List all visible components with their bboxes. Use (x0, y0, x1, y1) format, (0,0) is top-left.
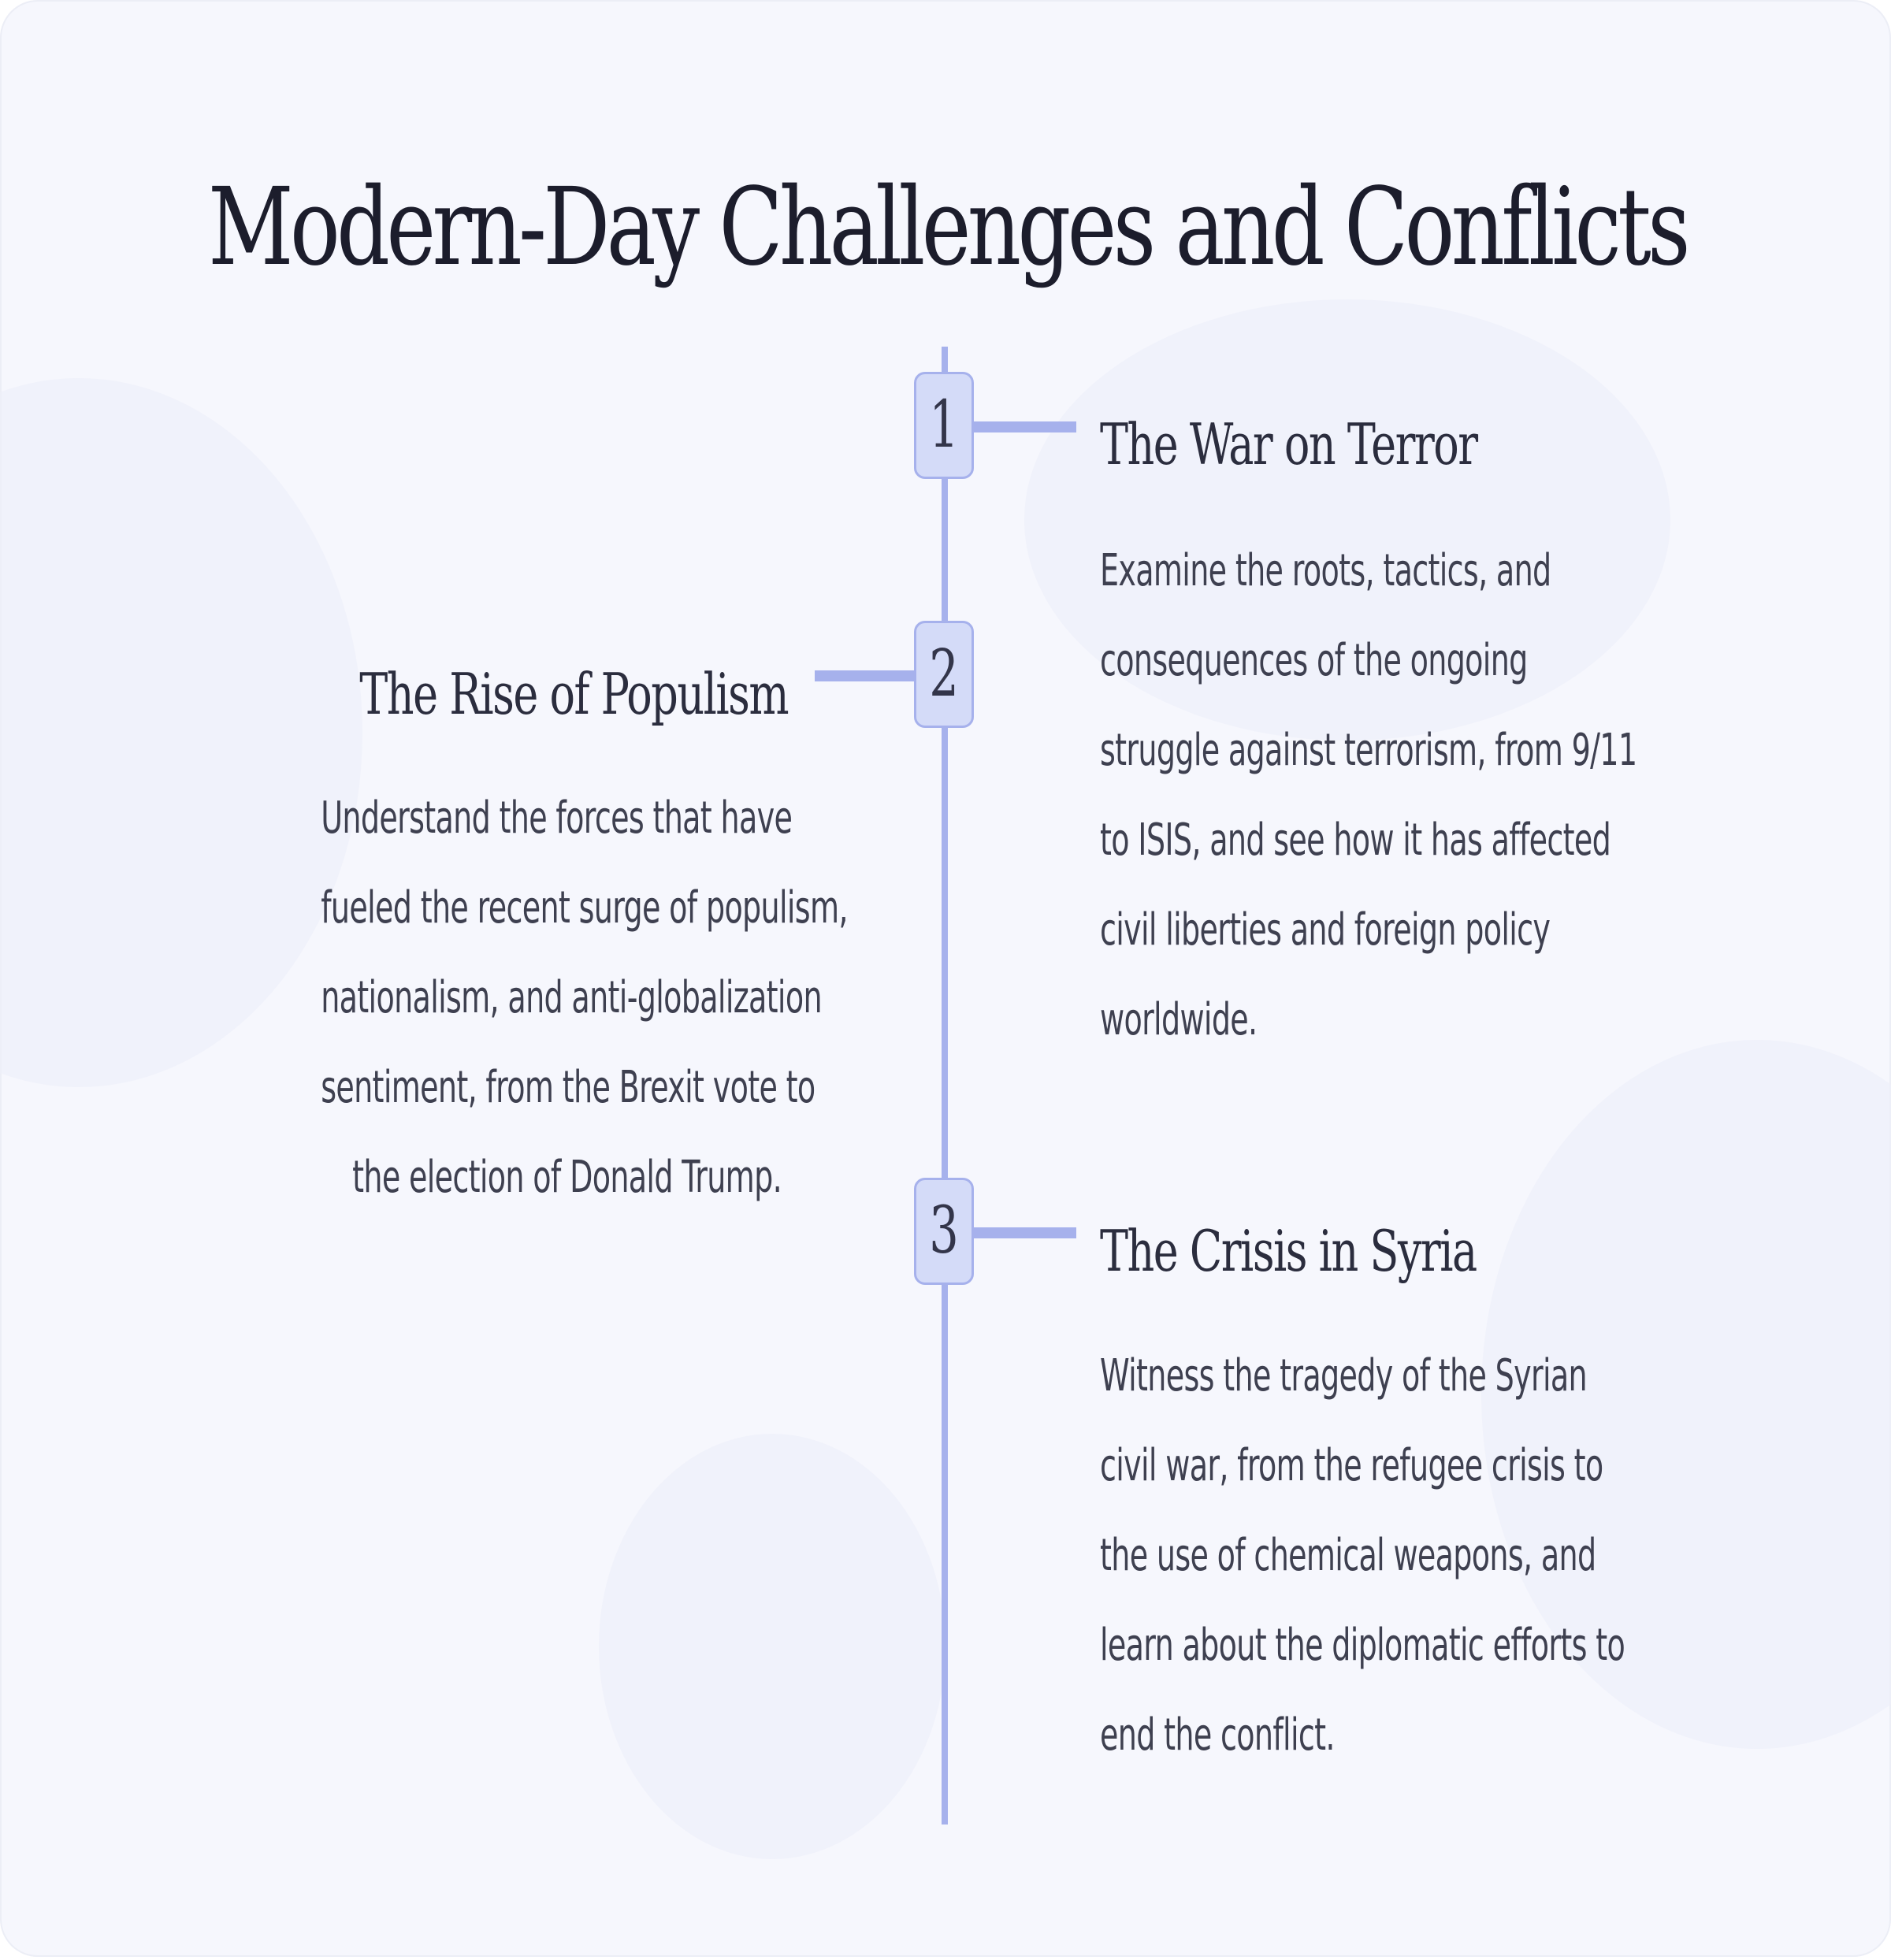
timeline-axis (942, 347, 948, 1825)
description-line: worldwide. (1100, 994, 1258, 1045)
timeline-connector-3 (974, 1227, 1076, 1238)
description-line: the election of Donald Trump. (352, 1152, 782, 1203)
timeline-connector-2 (815, 670, 914, 681)
description-line: end the conflict. (1100, 1709, 1335, 1761)
timeline-marker-3 (914, 1178, 974, 1285)
description-line: consequences of the ongoing (1100, 635, 1528, 686)
description-line: learn about the diplomatic efforts to (1100, 1620, 1625, 1671)
description-line: to ISIS, and see how it has affected (1100, 815, 1611, 866)
timeline-marker-2 (914, 621, 974, 728)
description-line: civil liberties and foreign policy (1100, 904, 1551, 956)
item-description-rise-of-populism (104, 774, 848, 1223)
item-title-crisis-in-syria: The Crisis in Syria (1100, 1218, 1477, 1284)
timeline-connector-1 (974, 421, 1076, 432)
description-line: struggle against terrorism, from 9/11 (1100, 725, 1637, 776)
item-description-war-on-terror (1100, 526, 1778, 1065)
description-line: civil war, from the refugee crisis to (1100, 1440, 1603, 1491)
description-line: nationalism, and anti-globalization (321, 972, 822, 1023)
timeline-marker-1 (914, 372, 974, 479)
item-title-war-on-terror: The War on Terror (1100, 411, 1477, 477)
background-shape (599, 1434, 946, 1859)
description-line: Witness the tragedy of the Syrian (1100, 1350, 1587, 1401)
page-title: Modern-Day Challenges and Conflicts (208, 165, 1687, 290)
description-line: Understand the forces that have (321, 793, 793, 844)
item-description-crisis-in-syria (1100, 1331, 1778, 1780)
marker-number: 3 (929, 1193, 959, 1268)
description-line: Examine the roots, tactics, and (1100, 545, 1551, 596)
marker-number: 2 (929, 637, 959, 711)
description-line: the use of chemical weapons, and (1100, 1530, 1596, 1581)
marker-number: 1 (929, 388, 959, 462)
description-line: fueled the recent surge of populism, (321, 882, 848, 934)
item-title-rise-of-populism: The Rise of Populism (359, 661, 788, 727)
description-line: sentiment, from the Brexit vote to (321, 1062, 815, 1113)
